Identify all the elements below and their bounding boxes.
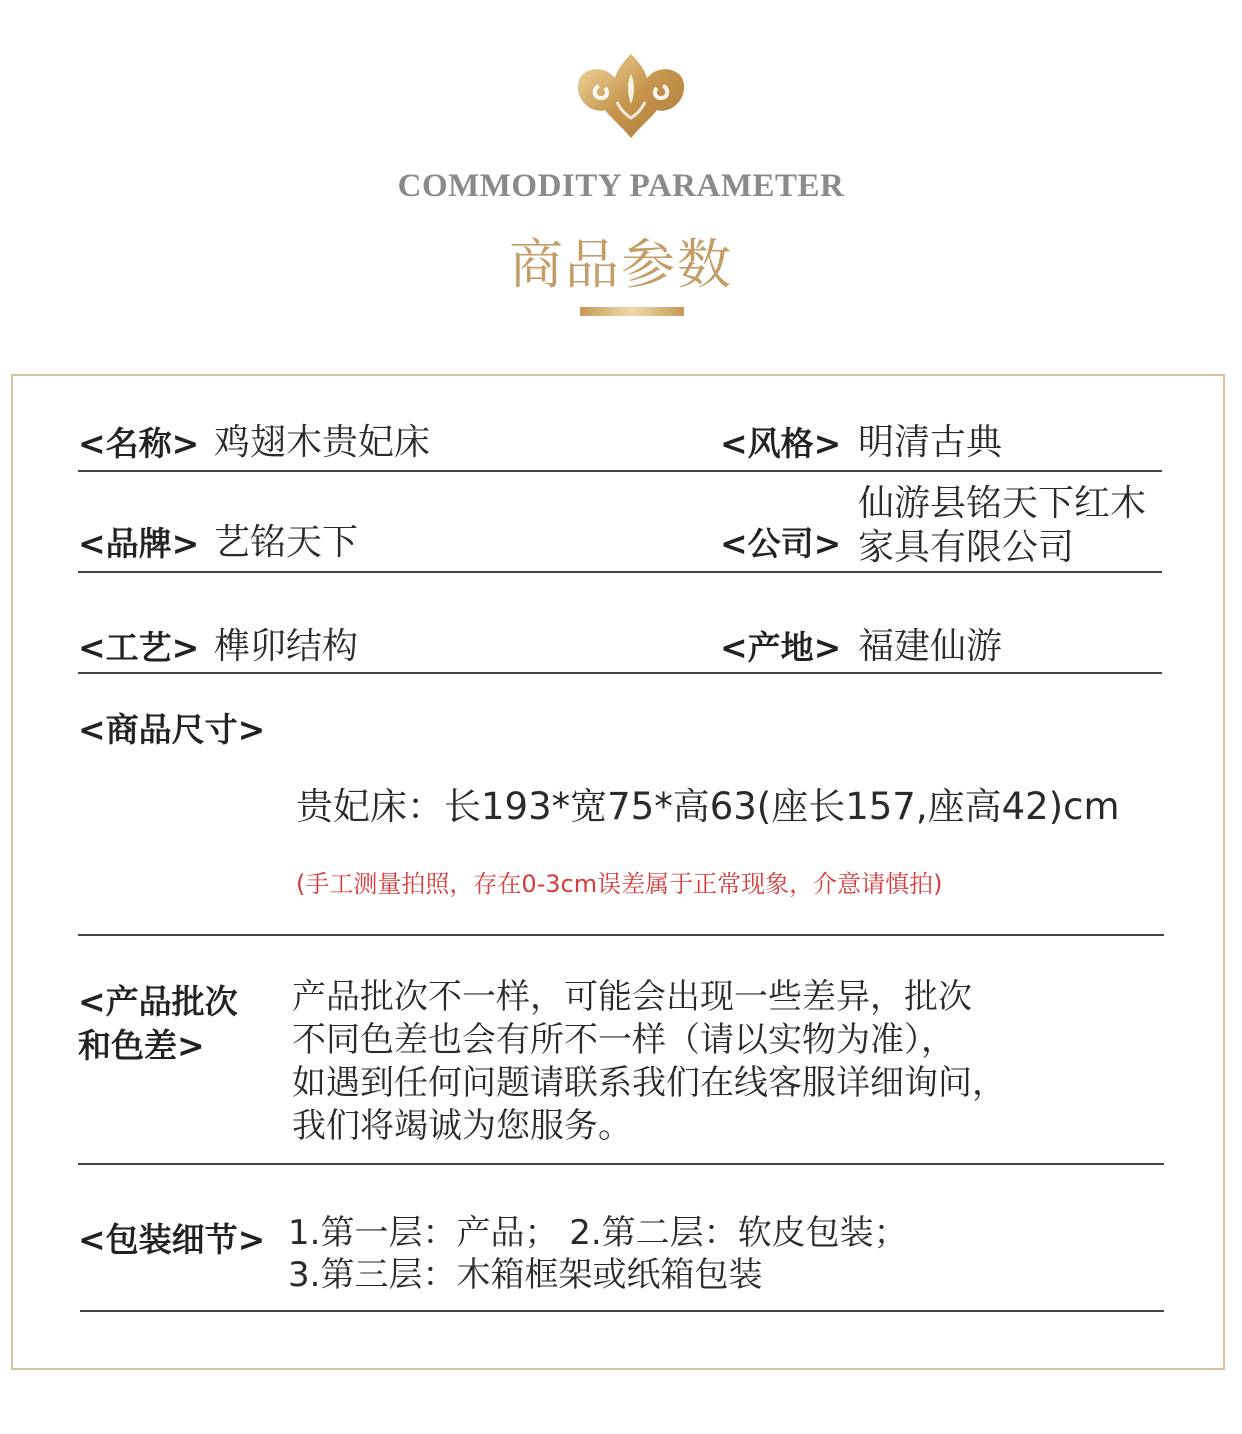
company-value-line1: 仙游县铭天下红木 <box>858 483 1147 524</box>
batch-text-line: 产品批次不一样，可能会出现一些差异，批次 <box>292 977 972 1017</box>
divider-row2 <box>78 571 1162 573</box>
company-value-line2: 家具有限公司 <box>858 527 1075 568</box>
craft-value: 榫卯结构 <box>214 626 359 667</box>
size-value: 贵妃床：长193*宽75*高63(座长157,座高42)cm <box>296 785 1120 828</box>
gold-lotus-ornament-icon <box>571 52 691 140</box>
packing-label: <包装细节> <box>78 1220 266 1259</box>
style-label: <风格> <box>720 424 842 463</box>
divider-packing <box>80 1310 1164 1312</box>
packing-text-line: 3.第三层：木箱框架或纸箱包装 <box>288 1255 763 1295</box>
origin-value: 福建仙游 <box>858 626 1003 667</box>
batch-label <box>78 980 238 1068</box>
craft-label: <工艺> <box>78 628 200 667</box>
size-note: (手工测量拍照，存在0-3cm误差属于正常现象，介意请慎拍) <box>296 870 943 898</box>
title-chinese: 商品参数 <box>509 233 733 296</box>
company-value <box>858 482 1146 570</box>
brand-value: 艺铭天下 <box>214 522 359 563</box>
divider-size <box>78 934 1164 936</box>
batch-text-line: 我们将竭诚为您服务。 <box>292 1106 632 1146</box>
divider-row3 <box>78 672 1162 674</box>
divider-row1 <box>78 470 1162 472</box>
size-label: <商品尺寸> <box>78 710 266 749</box>
title-underline <box>580 307 684 316</box>
company-label: <公司> <box>720 524 842 563</box>
batch-text-line: 不同色差也会有所不一样（请以实物为准）， <box>292 1020 955 1060</box>
batch-label-line1: <产品批次 <box>78 982 238 1021</box>
packing-text <box>288 1212 908 1296</box>
divider-batch <box>78 1163 1164 1165</box>
brand-label: <品牌> <box>78 524 200 563</box>
batch-text <box>292 976 1006 1148</box>
name-label: <名称> <box>78 424 200 463</box>
batch-label-line2: 和色差> <box>78 1026 205 1065</box>
origin-label: <产地> <box>720 628 842 667</box>
name-value: 鸡翅木贵妃床 <box>214 422 431 463</box>
packing-text-line: 1.第一层：产品； 2.第二层：软皮包装； <box>288 1213 908 1253</box>
batch-text-line: 如遇到任何问题请联系我们在线客服详细询问， <box>292 1063 1006 1103</box>
title-english: COMMODITY PARAMETER <box>397 168 845 204</box>
style-value: 明清古典 <box>858 422 1003 463</box>
